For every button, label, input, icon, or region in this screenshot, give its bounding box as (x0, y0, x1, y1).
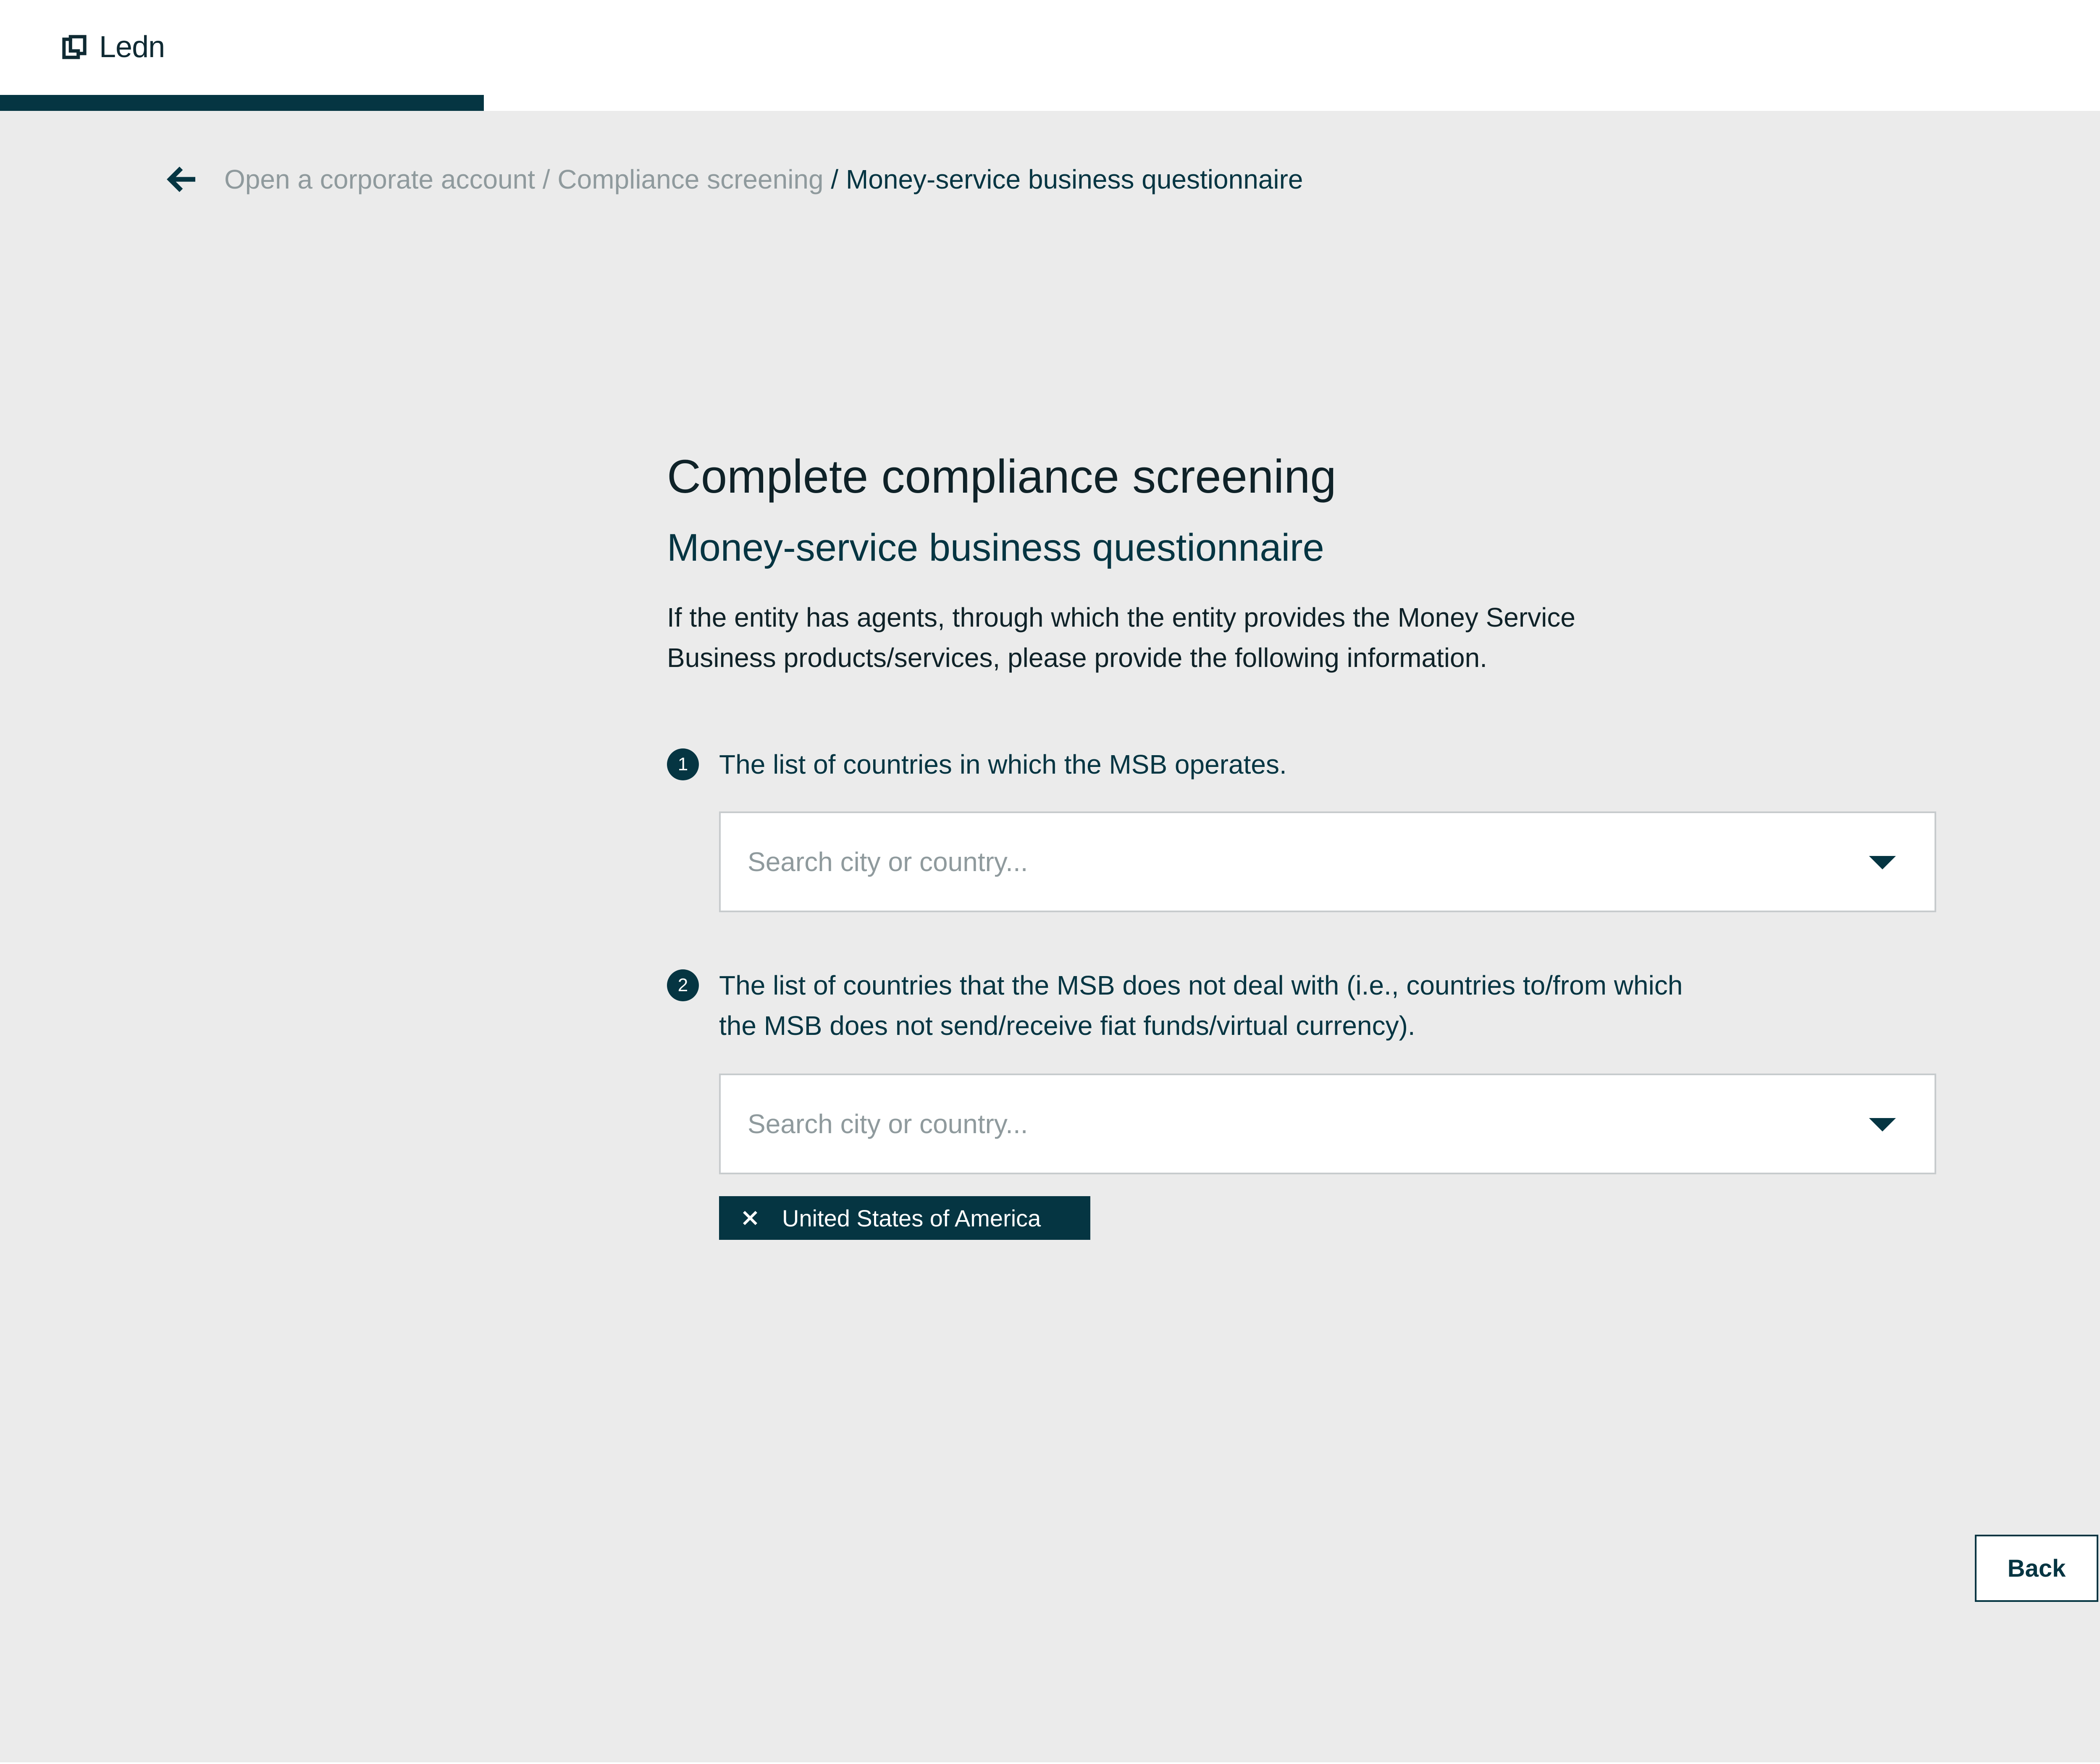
breadcrumb-separator: / (535, 164, 558, 194)
back-button[interactable]: Back (1975, 1535, 2098, 1602)
question-text: The list of countries that the MSB does not deal with (i.e., countries to/from which the MSB does not send/receive fiat funds/virtual currency). (719, 970, 1683, 1041)
questionnaire-form (667, 445, 1969, 1231)
arrow-left-icon[interactable] (164, 160, 202, 198)
close-icon[interactable] (741, 1209, 759, 1227)
intro-text: If the entity has agents, through which the entity provides the Money Service Business products/services, please provide the following information. (667, 602, 1575, 673)
countries-operates-select[interactable] (719, 811, 1936, 912)
breadcrumb-item-corporate-account[interactable]: Open a corporate account (224, 164, 536, 194)
breadcrumb-item-compliance-screening[interactable]: Compliance screening (557, 164, 824, 194)
countries-excluded-search-input[interactable] (747, 1108, 1840, 1140)
chip-label: United States of America (782, 1205, 1041, 1231)
section-subtitle: Money-service business questionnaire (667, 526, 1324, 569)
progress-bar (0, 95, 2100, 111)
question-number-badge: 1 (667, 748, 699, 780)
ledn-logo[interactable] (59, 29, 165, 65)
selected-country-chip (719, 1196, 1090, 1240)
countries-excluded-select[interactable] (719, 1074, 1936, 1174)
logo-text: Ledn (99, 30, 165, 64)
question-text: The list of countries in which the MSB operates. (719, 749, 1287, 780)
countries-operates-search-input[interactable] (747, 846, 1840, 878)
question-2 (667, 965, 1685, 1046)
top-header (0, 0, 2100, 111)
breadcrumb-item-current: Money-service business questionnaire (845, 164, 1303, 194)
question-number-badge: 2 (667, 969, 699, 1001)
page-title: Complete compliance screening (667, 450, 1336, 503)
breadcrumb-separator: / (823, 164, 846, 194)
caret-down-icon[interactable] (1869, 856, 1896, 869)
breadcrumb (164, 156, 1303, 202)
bottom-edge (0, 1762, 2100, 1764)
progress-bar-fill (0, 95, 484, 111)
question-1 (667, 744, 1685, 785)
caret-down-icon[interactable] (1869, 1118, 1896, 1131)
ledn-logo-icon (59, 32, 90, 63)
